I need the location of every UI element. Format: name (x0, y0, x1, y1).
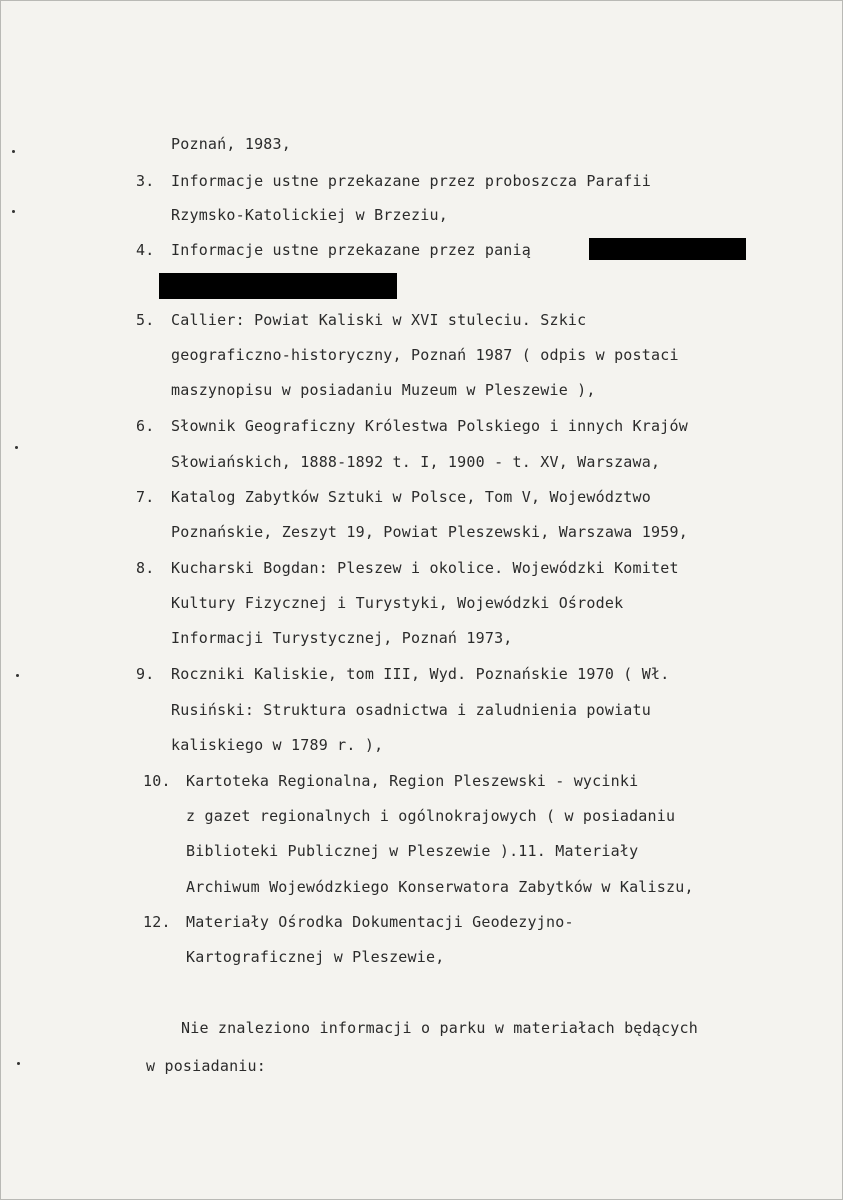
reference-line: z gazet regionalnych i ogólnokrajowych ( w posiadaniu (186, 807, 676, 825)
scan-speck (12, 150, 15, 153)
redaction-bar (159, 273, 397, 299)
reference-number: 10. (143, 772, 171, 790)
reference-line: Kultury Fizycznej i Turystyki, Wojewódzki Ośrodek (171, 594, 624, 612)
reference-line: Słowiańskich, 1888-1892 t. I, 1900 - t. XV, Warszawa, (171, 453, 661, 471)
scan-speck (16, 674, 19, 677)
reference-line: Kartograficznej w Pleszewie, (186, 948, 445, 966)
reference-line: geograficzno-historyczny, Poznań 1987 ( odpis w postaci (171, 346, 679, 364)
scan-speck (12, 210, 15, 213)
reference-line: Callier: Powiat Kaliski w XVI stuleciu. Szkic (171, 311, 587, 329)
reference-number: 5. (136, 311, 155, 329)
reference-line: Rzymsko-Katolickiej w Brzeziu, (171, 206, 448, 224)
reference-number: 6. (136, 417, 155, 435)
reference-number: 3. (136, 172, 155, 190)
reference-number: 8. (136, 559, 155, 577)
reference-line: Poznańskie, Zeszyt 19, Powiat Pleszewski, Warszawa 1959, (171, 523, 688, 541)
reference-line: Kartoteka Regionalna, Region Pleszewski - wycinki (186, 772, 639, 790)
closing-line: Nie znaleziono informacji o parku w materiałach będących (181, 1019, 698, 1037)
reference-line: Informacji Turystycznej, Poznań 1973, (171, 629, 513, 647)
reference-line: Informacje ustne przekazane przez panią (171, 241, 531, 259)
reference-line: Rusiński: Struktura osadnictwa i zaludnienia powiatu (171, 701, 651, 719)
reference-line: Biblioteki Publicznej w Pleszewie ).11. Materiały (186, 842, 639, 860)
reference-number: 7. (136, 488, 155, 506)
reference-line: maszynopisu w posiadaniu Muzeum w Pleszewie ), (171, 381, 596, 399)
reference-line: Słownik Geograficzny Królestwa Polskiego i innych Krajów (171, 417, 688, 435)
reference-line: Poznań, 1983, (171, 135, 291, 153)
reference-line: Archiwum Wojewódzkiego Konserwatora Zabytków w Kaliszu, (186, 878, 694, 896)
reference-number: 12. (143, 913, 171, 931)
reference-number: 4. (136, 241, 155, 259)
reference-line: Informacje ustne przekazane przez proboszcza Parafii (171, 172, 651, 190)
reference-line: Katalog Zabytków Sztuki w Polsce, Tom V, Województwo (171, 488, 651, 506)
scan-speck (17, 1062, 20, 1065)
redaction-bar (589, 238, 746, 260)
reference-number: 9. (136, 665, 155, 683)
reference-line: Roczniki Kaliskie, tom III, Wyd. Poznańskie 1970 ( Wł. (171, 665, 670, 683)
scan-speck (15, 446, 18, 449)
reference-line: Kucharski Bogdan: Pleszew i okolice. Wojewódzki Komitet (171, 559, 679, 577)
closing-line: w posiadaniu: (146, 1057, 266, 1075)
reference-line: kaliskiego w 1789 r. ), (171, 736, 384, 754)
reference-line: Materiały Ośrodka Dokumentacji Geodezyjno- (186, 913, 574, 931)
